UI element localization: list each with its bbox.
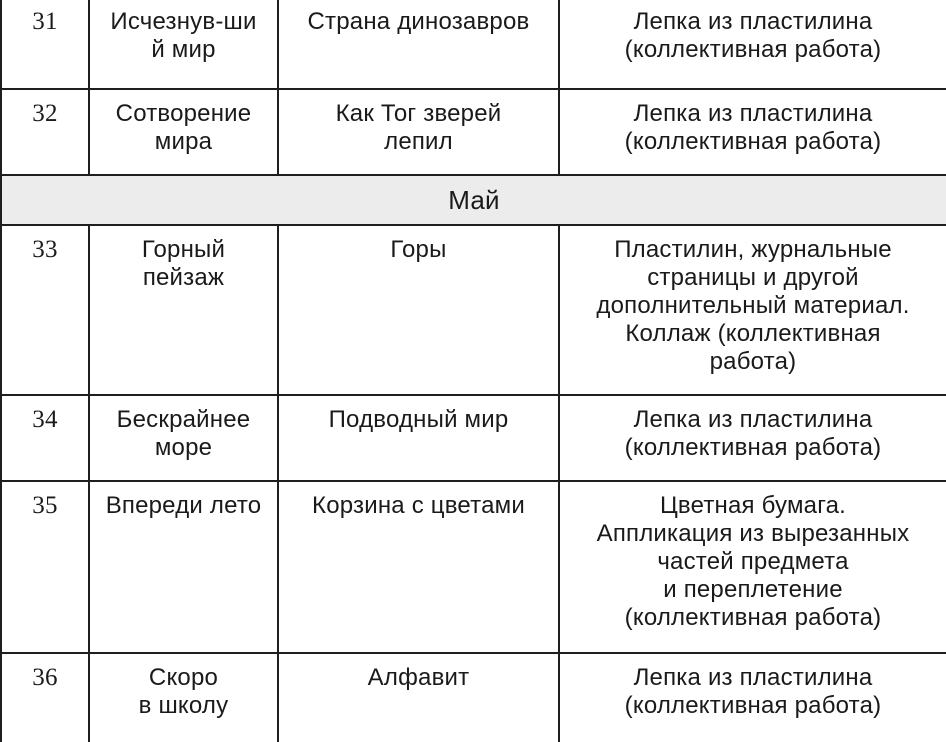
- lesson-number-cell: [1, 89, 89, 175]
- material-line: страницы и другой: [647, 264, 859, 291]
- topic-line: Алфавит: [367, 664, 470, 691]
- topic-cell: [278, 225, 559, 395]
- table-row: [1, 653, 946, 742]
- material-line: (коллективная работа): [624, 128, 882, 155]
- theme-line: мира: [154, 128, 213, 155]
- topic-cell: [278, 481, 559, 653]
- material-line: Лепка из пластилина: [633, 100, 873, 127]
- material-cell: [559, 225, 946, 395]
- material-cell: [559, 395, 946, 481]
- material-line: работа): [709, 348, 797, 375]
- lesson-number: 33: [32, 236, 58, 263]
- theme-line: в школу: [138, 692, 229, 719]
- table-row: [1, 225, 946, 395]
- topic-line: Горы: [390, 236, 447, 263]
- theme-line: море: [154, 434, 213, 461]
- lesson-number-cell: [1, 225, 89, 395]
- material-line: Лепка из пластилина: [633, 664, 873, 691]
- lesson-number: 36: [32, 664, 58, 691]
- topic-cell: [278, 89, 559, 175]
- theme-cell: [89, 653, 278, 742]
- table-row: [1, 0, 946, 89]
- material-line: Цветная бумага.: [659, 492, 847, 519]
- month-heading: Май: [1, 175, 946, 225]
- table-row: [1, 89, 946, 175]
- theme-line: Исчезнув-ши: [110, 8, 257, 35]
- theme-line: Сотворение: [115, 100, 252, 127]
- material-line: (коллективная работа): [624, 434, 882, 461]
- theme-cell: [89, 225, 278, 395]
- material-line: дополнительный материал.: [596, 292, 910, 319]
- lesson-number-cell: [1, 0, 89, 89]
- theme-line: Бескрайнее: [116, 406, 251, 433]
- lesson-number-cell: [1, 653, 89, 742]
- topic-line: Подводный мир: [328, 406, 509, 433]
- material-line: Коллаж (коллективная: [625, 320, 881, 347]
- theme-line: й мир: [151, 36, 216, 63]
- material-line: Пластилин, журнальные: [614, 236, 892, 263]
- material-line: частей предмета: [657, 548, 849, 575]
- material-line: (коллективная работа): [624, 36, 882, 63]
- theme-line: пейзаж: [142, 264, 225, 291]
- material-line: Лепка из пластилина: [633, 406, 873, 433]
- theme-line: Горный: [141, 236, 226, 263]
- theme-cell: [89, 89, 278, 175]
- theme-cell: [89, 0, 278, 89]
- material-line: Лепка из пластилина: [633, 8, 873, 35]
- material-cell: [559, 0, 946, 89]
- theme-cell: [89, 395, 278, 481]
- lesson-number-cell: [1, 395, 89, 481]
- month-row: [1, 175, 946, 225]
- lesson-number: 32: [32, 100, 58, 127]
- lesson-number-cell: [1, 481, 89, 653]
- topic-line: Как Тог зверей: [335, 100, 502, 127]
- lesson-number: 31: [32, 8, 58, 35]
- material-line: (коллективная работа): [624, 692, 882, 719]
- theme-line: Впереди лето: [105, 492, 262, 519]
- lesson-number: 35: [32, 492, 58, 519]
- table-row: [1, 481, 946, 653]
- material-cell: [559, 481, 946, 653]
- material-cell: [559, 89, 946, 175]
- theme-line: Скоро: [148, 664, 219, 691]
- table-row: [1, 395, 946, 481]
- material-line: и переплетение: [663, 576, 843, 603]
- topic-line: Корзина с цветами: [312, 492, 525, 519]
- topic-cell: [278, 395, 559, 481]
- theme-cell: [89, 481, 278, 653]
- topic-line: Страна динозавров: [307, 8, 530, 35]
- material-cell: [559, 653, 946, 742]
- topic-cell: [278, 0, 559, 89]
- topic-line: лепил: [384, 128, 453, 155]
- material-line: Аппликация из вырезанных: [596, 520, 910, 547]
- topic-cell: [278, 653, 559, 742]
- material-line: (коллективная работа): [624, 604, 882, 631]
- lesson-number: 34: [32, 406, 58, 433]
